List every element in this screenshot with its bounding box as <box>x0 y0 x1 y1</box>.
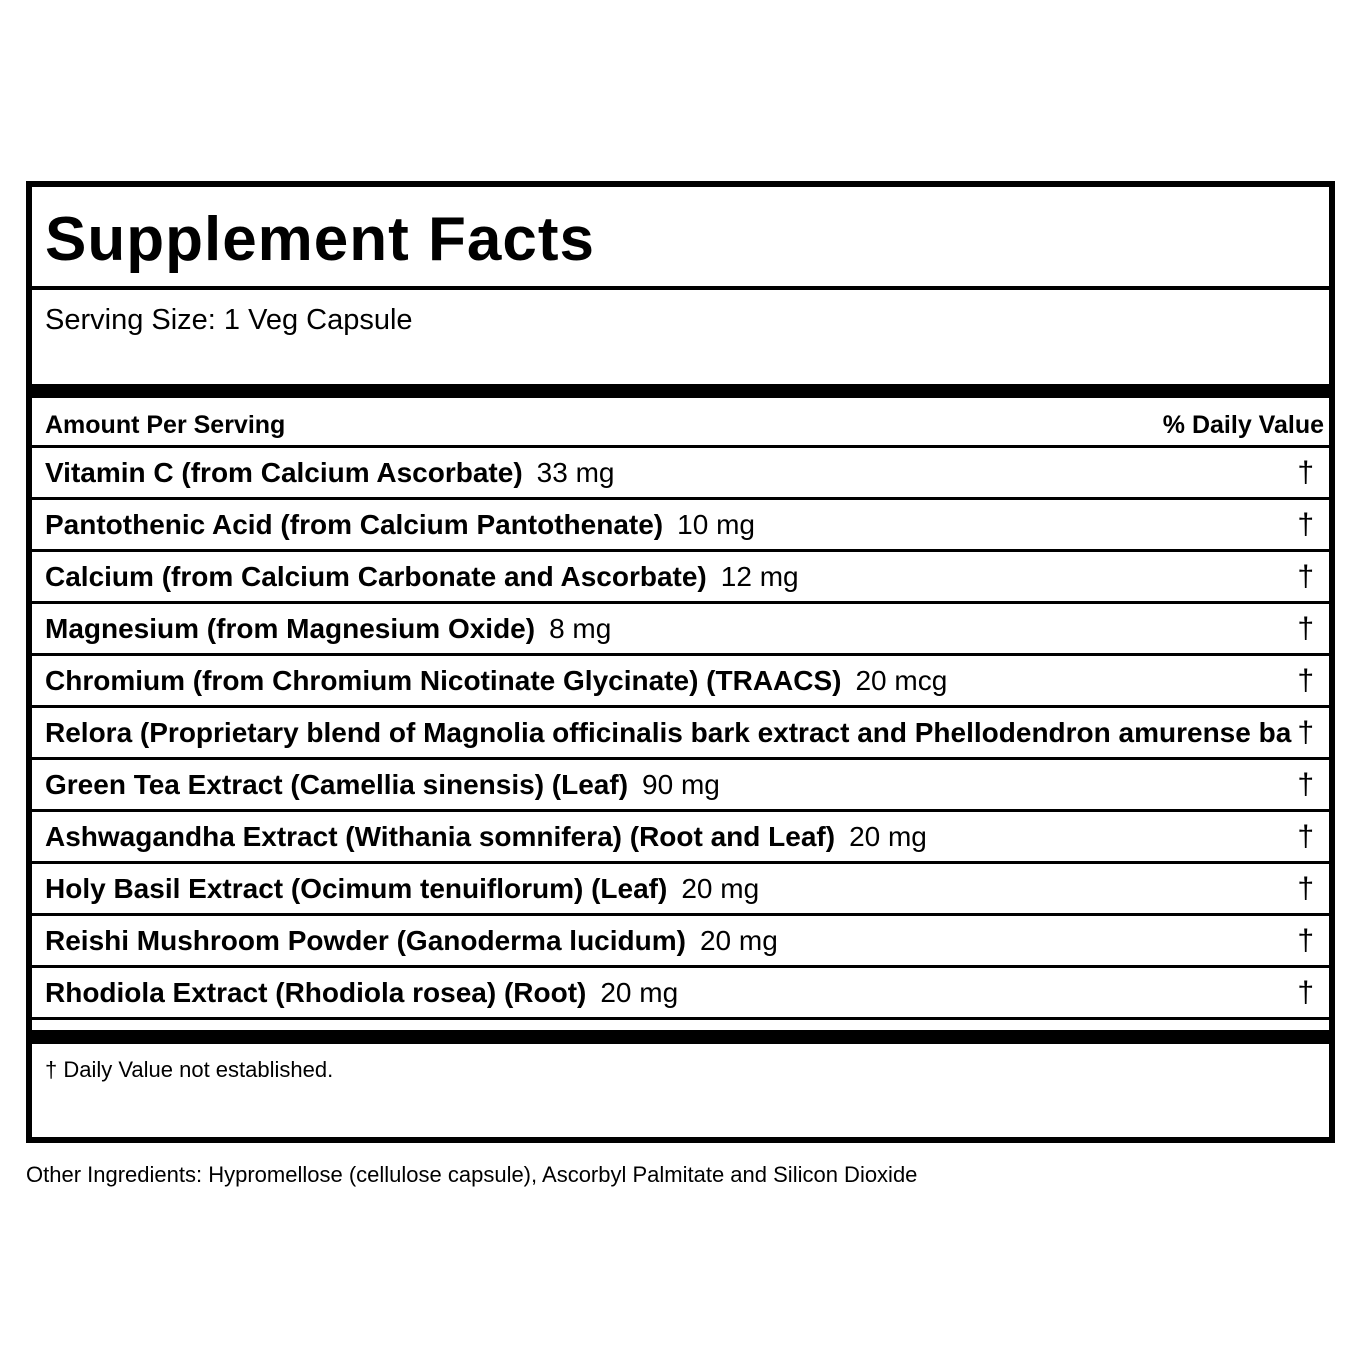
nutrient-name: Green Tea Extract (Camellia sinensis) (Leaf) <box>45 769 629 800</box>
nutrient-amount: 20 mg <box>699 925 778 956</box>
nutrient-text <box>45 508 755 542</box>
nutrient-name: Magnesium (from Magnesium Oxide) <box>45 613 536 644</box>
thick-divider <box>32 1030 1330 1044</box>
nutrient-name: Reishi Mushroom Powder (Ganoderma lucidum) <box>45 925 686 956</box>
nutrient-row <box>32 500 1330 552</box>
nutrient-text <box>45 664 947 698</box>
daily-value-mark: † <box>1297 612 1314 645</box>
daily-value-mark: † <box>1297 768 1314 801</box>
row-divider <box>32 1017 1330 1020</box>
nutrient-name: Pantothenic Acid (from Calcium Pantothenate) <box>45 509 664 540</box>
nutrient-amount: 12 mg <box>720 561 799 592</box>
nutrient-text <box>45 456 614 490</box>
nutrient-text <box>45 612 611 646</box>
divider <box>32 286 1330 290</box>
footnote: † Daily Value not established. <box>45 1057 334 1082</box>
nutrient-row <box>32 864 1330 916</box>
daily-value-mark: † <box>1297 716 1314 749</box>
nutrient-text <box>45 768 720 802</box>
nutrient-name: Holy Basil Extract (Ocimum tenuiflorum) (Leaf) <box>45 873 668 904</box>
nutrient-amount: 10 mg <box>677 509 755 540</box>
nutrient-text <box>45 716 1291 750</box>
nutrient-amount: 8 mg <box>549 613 612 644</box>
nutrient-row <box>32 916 1330 968</box>
nutrient-row <box>32 552 1330 604</box>
nutrient-amount: 20 mg <box>849 821 927 852</box>
nutrient-name: Relora (Proprietary blend of Magnolia officinalis bark extract and Phellodendron amurense ba <box>45 717 1292 748</box>
nutrient-name: Chromium (from Chromium Nicotinate Glycinate) (TRAACS) <box>45 665 842 696</box>
serving-size: Serving Size: 1 Veg Capsule <box>45 304 413 336</box>
nutrient-text <box>45 872 759 906</box>
nutrient-row <box>32 448 1330 500</box>
nutrient-amount: 20 mg <box>681 873 760 904</box>
nutrient-text <box>45 976 678 1010</box>
nutrient-amount: 20 mg <box>600 977 679 1008</box>
daily-value-header: % Daily Value <box>1162 411 1324 439</box>
nutrient-row <box>32 656 1330 708</box>
nutrient-name: Rhodiola Extract (Rhodiola rosea) (Root) <box>45 977 587 1008</box>
nutrient-row <box>32 760 1330 812</box>
daily-value-mark: † <box>1297 976 1314 1009</box>
nutrient-name: Ashwagandha Extract (Withania somnifera) (Root and Leaf) <box>45 821 836 852</box>
other-ingredients: Other Ingredients: Hypromellose (cellulose capsule), Ascorbyl Palmitate and Silicon Dioxide <box>26 1162 918 1187</box>
nutrient-text <box>45 820 927 854</box>
panel-title: Supplement Facts <box>45 205 595 274</box>
amount-per-serving-header: Amount Per Serving <box>45 411 286 439</box>
thick-divider <box>32 384 1330 398</box>
nutrient-name: Vitamin C (from Calcium Ascorbate) <box>45 457 523 488</box>
daily-value-mark: † <box>1297 924 1314 957</box>
daily-value-mark: † <box>1297 872 1314 905</box>
nutrient-row <box>32 812 1330 864</box>
nutrient-text <box>45 924 778 958</box>
nutrient-amount: 33 mg <box>536 457 615 488</box>
nutrient-text <box>45 560 799 594</box>
nutrient-amount: 20 mcg <box>855 665 948 696</box>
nutrient-row <box>32 708 1330 760</box>
daily-value-mark: † <box>1297 508 1314 541</box>
daily-value-mark: † <box>1297 820 1314 853</box>
supplement-facts-panel <box>26 181 1335 1143</box>
nutrient-row <box>32 604 1330 656</box>
nutrient-amount: 90 mg <box>642 769 720 800</box>
daily-value-mark: † <box>1297 456 1314 489</box>
nutrient-row <box>32 968 1330 1020</box>
nutrient-name: Calcium (from Calcium Carbonate and Ascorbate) <box>45 561 707 592</box>
daily-value-mark: † <box>1297 664 1314 697</box>
daily-value-mark: † <box>1297 560 1314 593</box>
